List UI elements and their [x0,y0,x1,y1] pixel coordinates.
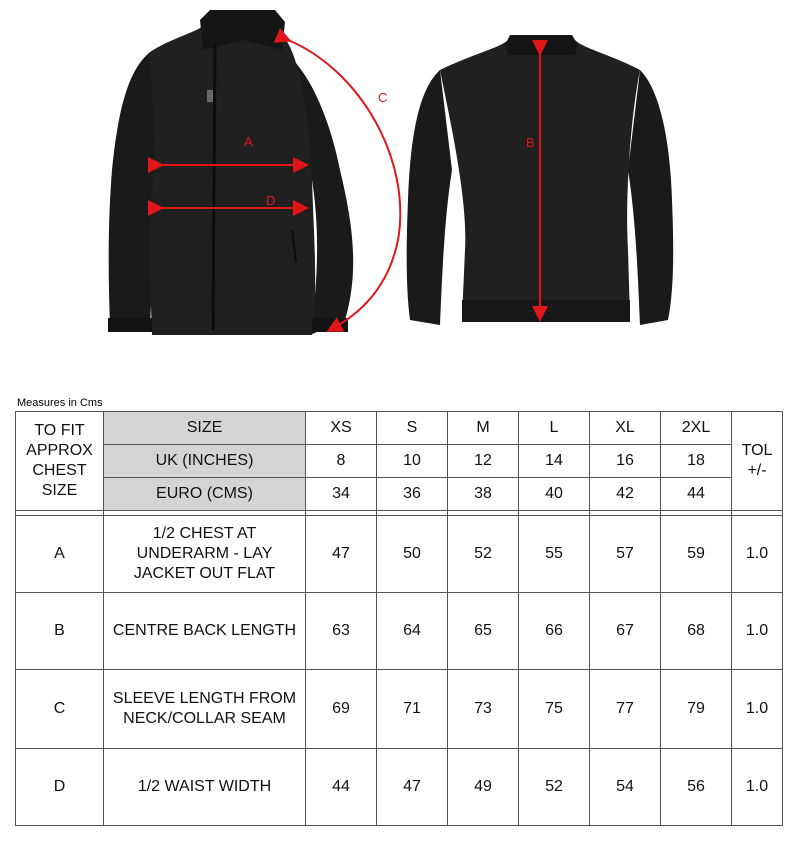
measure-value: 75 [519,670,590,749]
size-cell: 36 [377,478,448,511]
label-a: A [244,134,253,149]
size-cell: 12 [448,445,519,478]
header-label: SIZE [104,412,306,445]
front-jacket-image [108,10,353,335]
measure-value: 50 [377,516,448,593]
measure-value: 69 [306,670,377,749]
size-cell: XS [306,412,377,445]
measure-value: 71 [377,670,448,749]
measure-value: 49 [448,749,519,826]
size-cell: 44 [661,478,732,511]
measure-value: 55 [519,516,590,593]
measure-value: 77 [590,670,661,749]
measure-description: 1/2 CHEST AT UNDERARM - LAY JACKET OUT FLAT [104,516,306,593]
size-cell: 40 [519,478,590,511]
measure-description: CENTRE BACK LENGTH [104,593,306,670]
measure-value: 52 [519,749,590,826]
measure-code: A [16,516,104,593]
measure-value: 79 [661,670,732,749]
header-row-euro [16,478,783,511]
header-row-uk [16,445,783,478]
measure-value: 54 [590,749,661,826]
measure-value: 59 [661,516,732,593]
measure-value: 73 [448,670,519,749]
tolerance-value: 1.0 [732,670,783,749]
measure-description: SLEEVE LENGTH FROM NECK/COLLAR SEAM [104,670,306,749]
measure-code: C [16,670,104,749]
tolerance-value: 1.0 [732,749,783,826]
header-row-size [16,412,783,445]
corner-label: TO FIT APPROX CHEST SIZE [16,412,104,511]
tolerance-value: 1.0 [732,593,783,670]
tolerance-value: 1.0 [732,516,783,593]
measure-value: 68 [661,593,732,670]
measure-value: 64 [377,593,448,670]
size-cell: M [448,412,519,445]
tol-label: TOL +/- [732,412,783,511]
table-row [16,593,783,670]
measure-value: 47 [306,516,377,593]
size-cell: 2XL [661,412,732,445]
header-label: EURO (CMS) [104,478,306,511]
measure-value: 63 [306,593,377,670]
measure-code: B [16,593,104,670]
size-cell: 38 [448,478,519,511]
size-cell: 18 [661,445,732,478]
size-cell: 34 [306,478,377,511]
measure-value: 52 [448,516,519,593]
jacket-measurement-illustration [0,0,800,380]
table-row [16,670,783,749]
measure-value: 57 [590,516,661,593]
measure-value: 67 [590,593,661,670]
table-row [16,516,783,593]
measure-value: 44 [306,749,377,826]
label-b: B [526,135,535,150]
measure-value: 47 [377,749,448,826]
measure-value: 56 [661,749,732,826]
size-chart-table [15,411,783,826]
size-cell: 16 [590,445,661,478]
measure-code: D [16,749,104,826]
table-row [16,749,783,826]
size-cell: 42 [590,478,661,511]
label-c: C [378,90,388,105]
size-cell: 10 [377,445,448,478]
size-cell: XL [590,412,661,445]
size-cell: 8 [306,445,377,478]
size-cell: 14 [519,445,590,478]
measure-value: 66 [519,593,590,670]
size-cell: S [377,412,448,445]
measurement-units-caption: Measures in Cms [17,397,103,409]
measure-description: 1/2 WAIST WIDTH [104,749,306,826]
label-d: D [266,193,276,208]
measure-value: 65 [448,593,519,670]
size-cell: L [519,412,590,445]
header-label: UK (INCHES) [104,445,306,478]
